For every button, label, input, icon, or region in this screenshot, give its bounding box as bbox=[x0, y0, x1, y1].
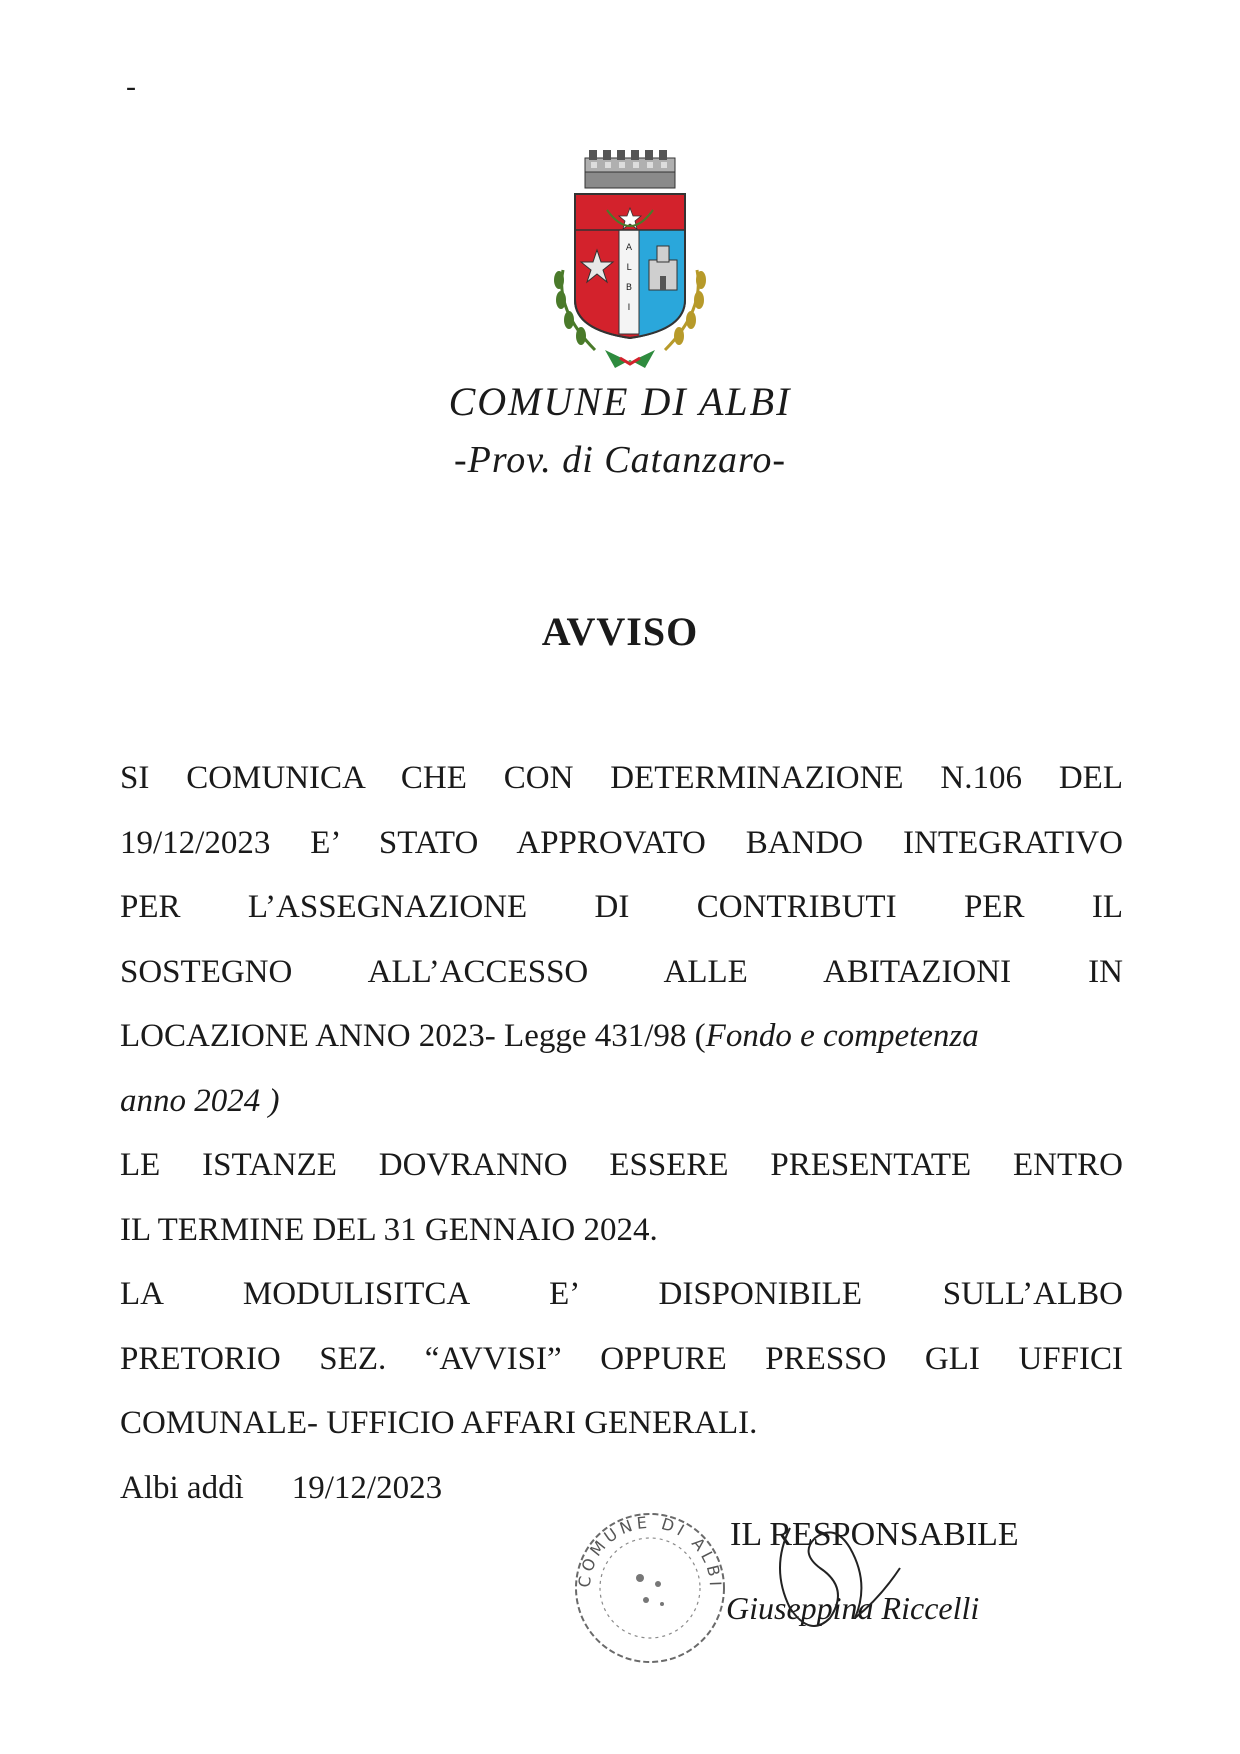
notice-body bbox=[120, 746, 1123, 1520]
corner-mark: - bbox=[126, 70, 136, 103]
svg-text:I: I bbox=[627, 303, 631, 313]
body-line-5-italic: Fondo e competenza bbox=[705, 1018, 979, 1054]
body-line-7: LE ISTANZE DOVRANNO ESSERE PRESENTATE ENTRO bbox=[120, 1147, 1123, 1183]
official-stamp-icon bbox=[570, 1508, 730, 1668]
signatory-name: Giuseppina Riccelli bbox=[726, 1590, 980, 1626]
province-name: -Prov. di Catanzaro- bbox=[453, 439, 787, 481]
body-line-11: COMUNALE- UFFICIO AFFARI GENERALI. bbox=[120, 1405, 758, 1441]
crown-icon bbox=[585, 150, 675, 188]
body-line-6: anno 2024 ) bbox=[120, 1082, 280, 1119]
body-line-1: SI COMUNICA CHE CON DETERMINAZIONE N.106 DEL bbox=[120, 760, 1123, 796]
shield-icon bbox=[575, 194, 685, 338]
body-line-8: IL TERMINE DEL 31 GENNAIO 2024. bbox=[120, 1211, 658, 1248]
svg-text:A: A bbox=[625, 243, 633, 253]
notice-date: 19/12/2023 bbox=[291, 1469, 443, 1506]
place-label: Albi addì bbox=[120, 1469, 244, 1506]
body-line-9: LA MODULISITCA E’ DISPONIBILE SULL’ALBO bbox=[120, 1276, 1123, 1312]
body-line-4: SOSTEGNO ALL’ACCESSO ALLE ABITAZIONI IN bbox=[120, 953, 1123, 990]
body-line-10: PRETORIO SEZ. “AVVISI” OPPURE PRESSO GLI UFFICI bbox=[120, 1340, 1123, 1377]
svg-text:B: B bbox=[625, 283, 633, 293]
notice-title: AVVISO bbox=[541, 609, 699, 654]
svg-text:L: L bbox=[626, 263, 632, 273]
municipality-name: COMUNE DI ALBI bbox=[448, 379, 792, 424]
svg-text:COMUNE DI ALBI: COMUNE DI ALBI bbox=[574, 1512, 726, 1591]
body-line-3: PER L’ASSEGNAZIONE DI CONTRIBUTI PER IL bbox=[120, 889, 1123, 925]
handwritten-signature-icon bbox=[760, 1508, 910, 1638]
signatory-role: IL RESPONSABILE bbox=[730, 1516, 1019, 1553]
body-line-5 bbox=[120, 1004, 1123, 1069]
body-line-5-normal: LOCAZIONE ANNO 2023- Legge 431/98 ( bbox=[120, 1018, 706, 1054]
body-line-2: 19/12/2023 E’ STATO APPROVATO BANDO INTEGRATIVO bbox=[120, 824, 1123, 861]
coat-of-arms-icon bbox=[545, 150, 715, 370]
signature-block bbox=[570, 1508, 1090, 1668]
